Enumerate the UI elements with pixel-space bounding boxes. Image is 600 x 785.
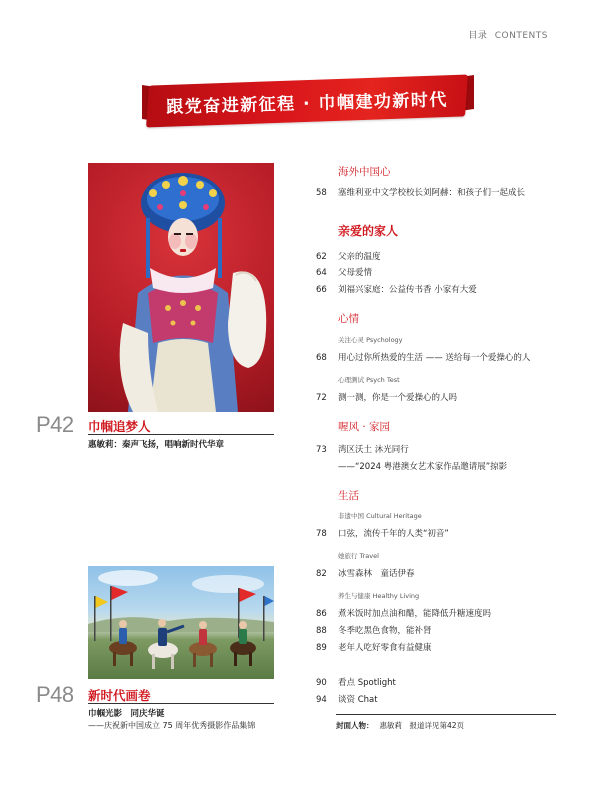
feature-divider	[88, 703, 274, 704]
toc-entry-title: 老年人吃好零食有益健康	[338, 643, 432, 653]
toc-entry-title: 测一测，你是一个爱操心的人吗	[338, 393, 458, 403]
toc-page-number: 82	[316, 569, 327, 579]
toc-page-number: 58	[316, 188, 327, 198]
toc-page-number: 68	[316, 353, 327, 363]
toc-entry[interactable]	[316, 186, 556, 198]
toc-page-number: 88	[316, 626, 327, 636]
toc-entry[interactable]	[316, 624, 556, 636]
toc-entry-title: 谈资 Chat	[338, 695, 378, 705]
toc-page-number: 94	[316, 695, 327, 705]
toc-entry-title: 父亲的温度	[338, 252, 381, 262]
toc-entry-title: 父母爱情	[338, 268, 373, 278]
section-title: 心情	[338, 313, 359, 325]
cover-credit	[336, 720, 464, 731]
toc-page-number: 78	[316, 529, 327, 539]
cover-credit-text: 惠敏莉 报道详见第42页	[379, 721, 465, 730]
toc-page-number: 90	[316, 678, 327, 688]
toc-entry[interactable]	[316, 250, 556, 262]
toc-page-number: 66	[316, 285, 327, 295]
toc-entry[interactable]	[316, 443, 556, 455]
toc-entry-title: 煮米饭时加点油和醋，能降低升糖速度吗	[338, 609, 492, 619]
banner-text: 跟党奋进新征程 · 巾帼建功新时代	[165, 90, 449, 118]
toc-page-number: 62	[316, 252, 327, 262]
toc-page-number: 89	[316, 643, 327, 653]
toc-page-number: 86	[316, 609, 327, 619]
toc-page-number: 72	[316, 393, 327, 403]
feature-subtitle: 巾帼光影 同庆华诞	[88, 709, 165, 719]
feature-divider	[88, 434, 274, 435]
feature-title: 新时代画卷	[88, 688, 151, 703]
toc-entry[interactable]	[316, 391, 556, 403]
feature-subtitle-2: ——庆祝新中国成立 75 周年优秀摄影作品集锦	[88, 721, 256, 730]
toc-entry[interactable]	[316, 641, 556, 653]
toc-entry-title: 看点 Spotlight	[338, 678, 396, 688]
section-subcategory: 养生与健康 Healthy Living	[338, 592, 420, 600]
section-title: 生活	[338, 490, 359, 502]
feature-subtitle: 惠敏莉：秦声飞扬，唱响新时代华章	[88, 440, 225, 450]
toc-page-number: 64	[316, 268, 327, 278]
toc-entry[interactable]	[316, 283, 556, 295]
opera-performer-photo	[88, 163, 274, 412]
toc-entry[interactable]	[316, 567, 556, 579]
toc-page-number: 73	[316, 445, 327, 455]
section-title: 喔风 · 家园	[338, 421, 391, 433]
toc-entry[interactable]	[316, 607, 556, 619]
toc-entry-title: 冬季吃黑色食物，能补肾	[338, 626, 432, 636]
horse-riders-photo	[88, 566, 274, 679]
section-subcategory: 关注心灵 Psychology	[338, 336, 403, 344]
toc-entry-continuation: ——“2024 粤港澳女艺术家作品邀请展”掠影	[338, 462, 508, 472]
toc-entry-title: 口弦，流传千年的人类“初音”	[338, 529, 449, 539]
toc-entry-title: 湾区沃土 沐光同行	[338, 445, 409, 455]
section-subcategory: 非遗中国 Cultural Heritage	[338, 512, 422, 520]
toc-entry[interactable]	[316, 266, 556, 278]
toc-entry[interactable]	[316, 527, 556, 539]
toc-entry-title: 用心过你所热爱的生活 —— 送给每一个爱操心的人	[338, 353, 531, 363]
section-subcategory: 心理测试 Psych Test	[338, 376, 400, 384]
cover-credit-label: 封面人物：	[336, 721, 374, 730]
toc-header-cn: 目录	[468, 31, 488, 41]
toc-entry[interactable]	[316, 693, 556, 705]
toc-header	[468, 28, 548, 41]
section-title: 亲爱的家人	[338, 224, 399, 238]
cover-divider	[336, 714, 556, 715]
toc-header-en: CONTENTS	[494, 31, 548, 41]
section-subcategory: 她旅行 Travel	[338, 552, 379, 560]
section-title: 海外中国心	[338, 166, 391, 178]
theme-banner	[148, 72, 466, 132]
toc-entry[interactable]	[316, 351, 556, 363]
toc-entry-title: 冰雪森林 童话伊春	[338, 569, 415, 579]
feature-title: 巾帼追梦人	[88, 419, 151, 434]
toc-entry-title: 刘福兴家庭：公益传书香 小家有大爱	[338, 285, 477, 295]
toc-entry-title: 塞维利亚中文学校校长刘阿赫：和孩子们一起成长	[338, 188, 526, 198]
feature-page-number: P42	[36, 412, 74, 437]
feature-page-number: P48	[36, 682, 74, 707]
toc-entry[interactable]	[316, 676, 556, 688]
